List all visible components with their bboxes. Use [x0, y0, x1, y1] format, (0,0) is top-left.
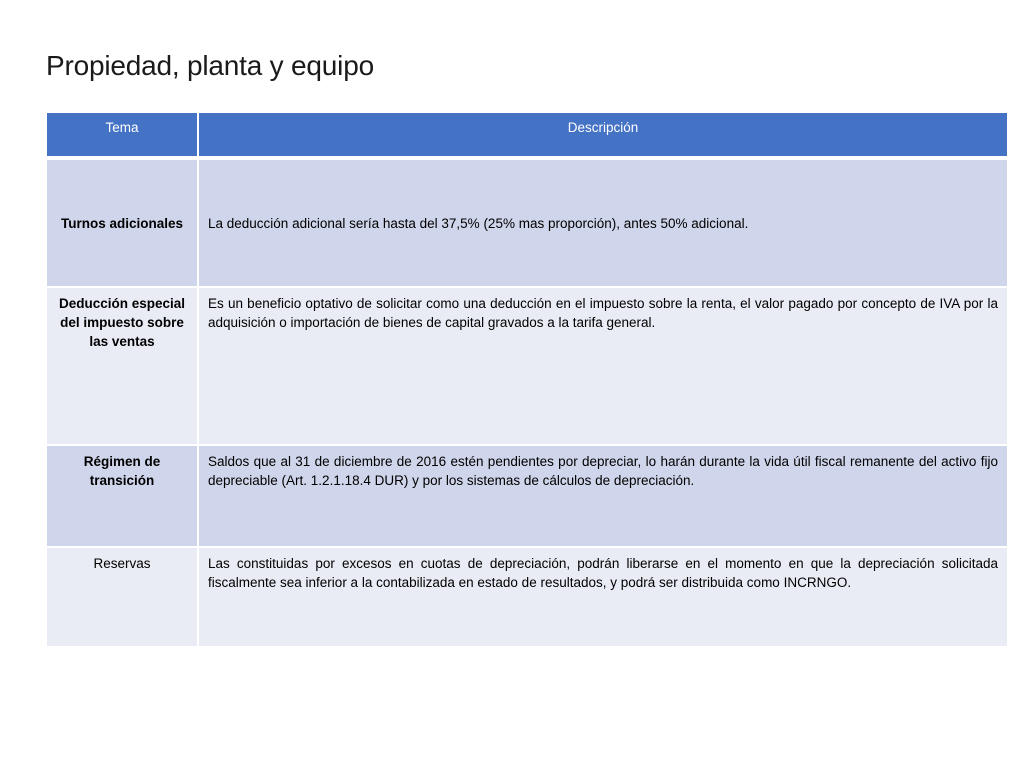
row-description-regimen-transicion: Saldos que al 31 de diciembre de 2016 estén pendientes por depreciar, lo harán durante la vida útil fiscal remanente del activo fijo depreciable (Art. 1.2.1.18.4 DUR) y por los sistemas de cálculos de depreciación.	[198, 445, 1008, 547]
table-body	[46, 158, 1008, 647]
page-title: Propiedad, planta y equipo	[46, 50, 374, 81]
row-description-turnos-adicionales: La deducción adicional sería hasta del 37,5% (25% mas proporción), antes 50% adicional.	[198, 158, 1008, 287]
table-row	[46, 158, 1008, 287]
row-topic-reservas: Reservas	[46, 547, 198, 647]
row-description-reservas: Las constituidas por excesos en cuotas de depreciación, podrán liberarse en el momento en que la depreciación solicitada fiscalmente sea inferior a la contabilizada en estado de resultados, y podrá ser distribuida como INCRNGO.	[198, 547, 1008, 647]
header-row	[46, 112, 1008, 158]
row-topic-regimen-transicion: Régimen de transición	[46, 445, 198, 547]
row-topic-deduccion-especial: Deducción especial del impuesto sobre las ventas	[46, 287, 198, 445]
table-row	[46, 547, 1008, 647]
table-row	[46, 287, 1008, 445]
header-description: Descripción	[198, 112, 1008, 158]
row-topic-turnos-adicionales: Turnos adicionales	[46, 158, 198, 287]
table-row	[46, 445, 1008, 547]
header-topic: Tema	[46, 112, 198, 158]
row-description-deduccion-especial: Es un beneficio optativo de solicitar como una deducción en el impuesto sobre la renta, el valor pagado por concepto de IVA por la adquisición o importación de bienes de capital gravados a la tarifa general.	[198, 287, 1008, 445]
table-header	[46, 112, 1008, 158]
topics-table	[45, 111, 1009, 648]
